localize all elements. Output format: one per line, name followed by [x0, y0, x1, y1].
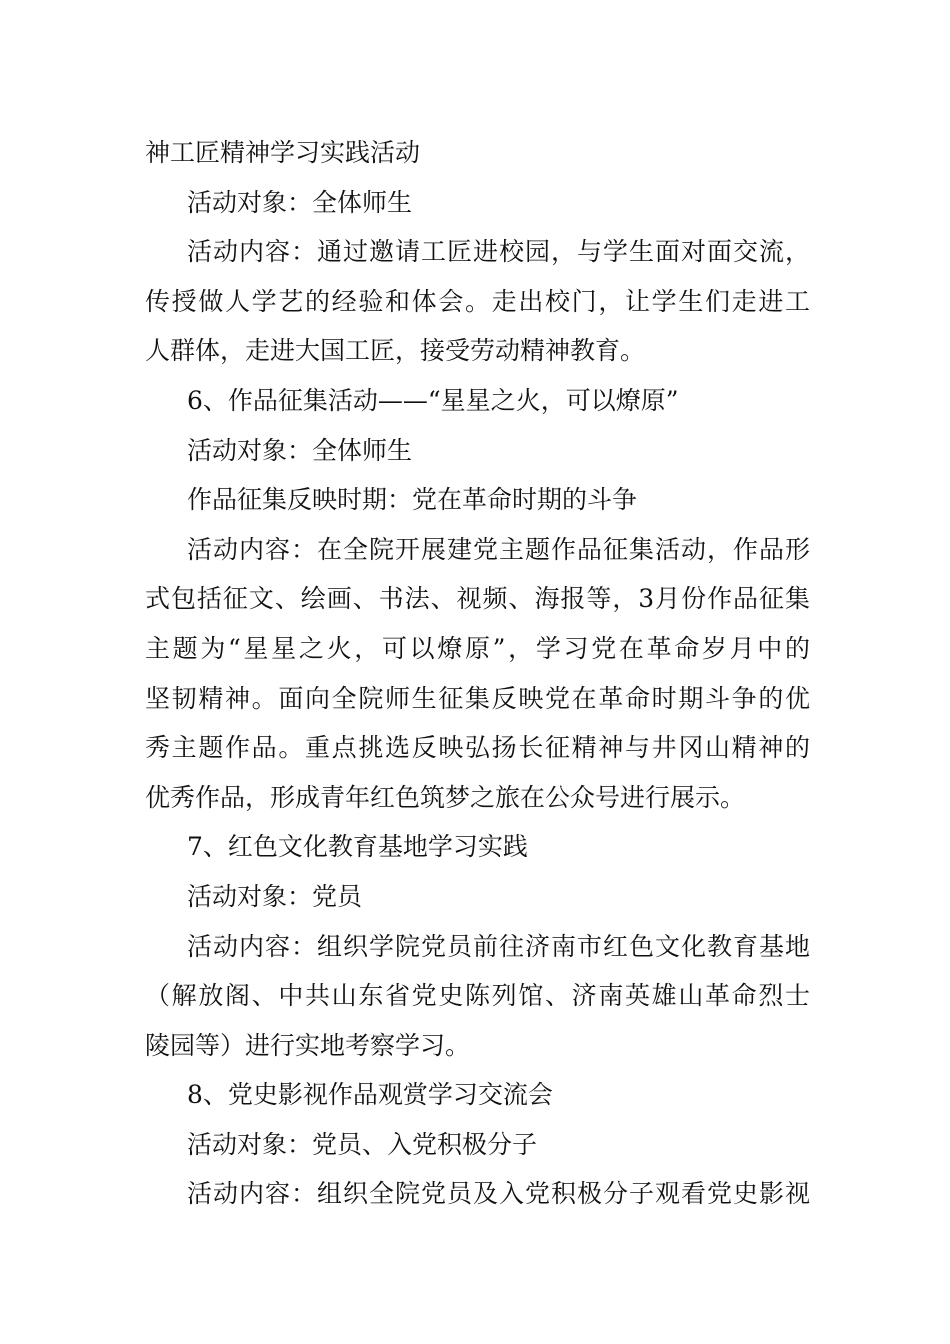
activity-content-line: 活动内容：组织全院党员及入党积极分子观看党史影视: [187, 1179, 810, 1209]
paragraph-line: 人群体，走进大国工匠，接受劳动精神教育。: [145, 336, 646, 366]
activity-target-line: 活动对象：全体师生: [187, 187, 413, 217]
paragraph-line: 陵园等）进行实地考察学习。: [145, 1030, 471, 1060]
activity-target-line: 活动对象：党员、入党积极分子: [187, 1129, 538, 1159]
paragraph-line: （解放阁、中共山东省党史陈列馆、济南英雄山革命烈士: [145, 981, 810, 1011]
activity-content-line: 活动内容：通过邀请工匠进校园，与学生面对面交流，: [187, 237, 810, 267]
paragraph-line: 式包括征文、绘画、书法、视频、海报等，3月份作品征集: [145, 584, 810, 614]
section-heading-7: 7、红色文化教育基地学习实践: [187, 832, 528, 862]
collection-period-line: 作品征集反映时期：党在革命时期的斗争: [187, 485, 638, 515]
paragraph-line: 传授做人学艺的经验和体会。走出校门，让学生们走进工: [145, 286, 810, 316]
activity-target-line: 活动对象：全体师生: [187, 435, 413, 465]
section-heading-8: 8、党史影视作品观赏学习交流会: [187, 1080, 553, 1110]
paragraph-line-continuation: 神工匠精神学习实践活动: [145, 138, 421, 167]
paragraph-line: 主题为“星星之火，可以燎原”，学习党在革命岁月中的: [145, 633, 810, 663]
paragraph-line: 优秀作品，形成青年红色筑梦之旅在公众号进行展示。: [145, 782, 746, 812]
document-body: [145, 128, 810, 1219]
activity-target-line: 活动对象：党员: [187, 881, 363, 911]
activity-content-line: 活动内容：在全院开展建党主题作品征集活动，作品形: [187, 534, 810, 564]
paragraph-line: 坚韧精神。面向全院师生征集反映党在革命时期斗争的优: [145, 683, 810, 713]
paragraph-line: 秀主题作品。重点挑选反映弘扬长征精神与井冈山精神的: [145, 733, 810, 763]
activity-content-line: 活动内容：组织学院党员前往济南市红色文化教育基地: [187, 931, 810, 961]
section-heading-6: 6、作品征集活动——“星星之火，可以燎原”: [187, 385, 679, 415]
